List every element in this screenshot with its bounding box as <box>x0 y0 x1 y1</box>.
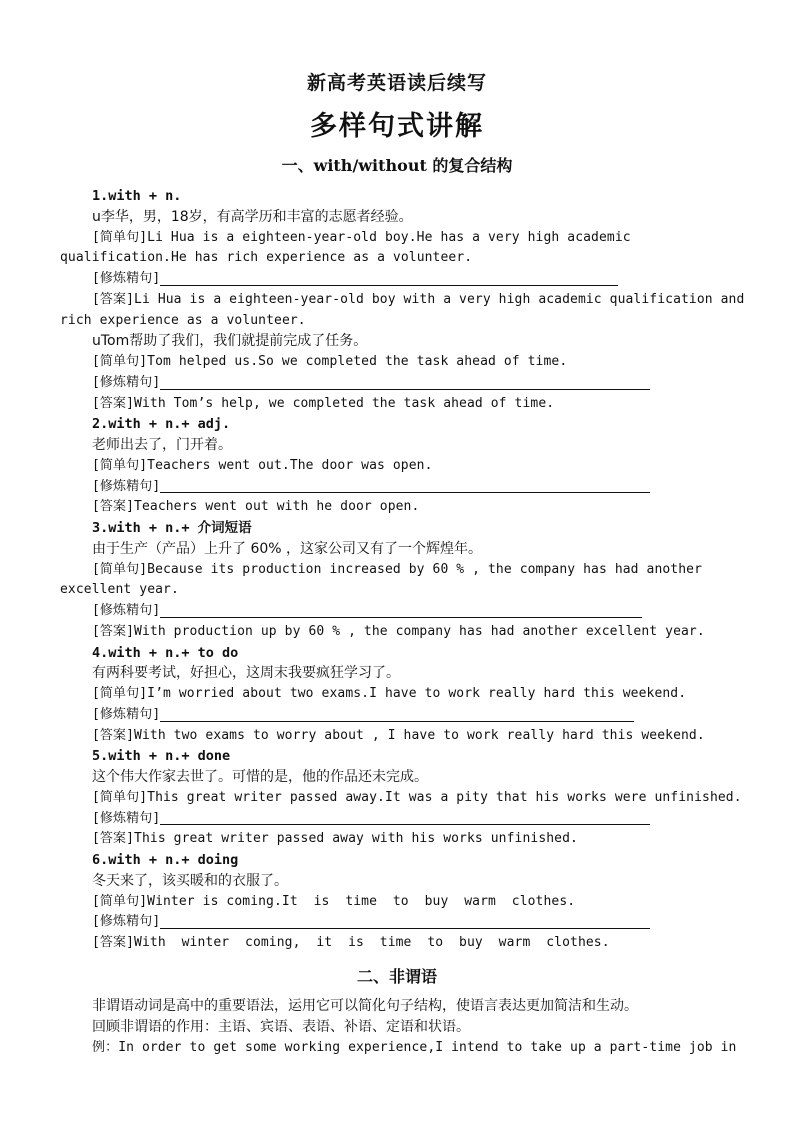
chinese-sentence: 冬天来了，该买暖和的衣服了。 <box>92 872 288 889</box>
answer-sentence: [答案]Teachers went out with he door open. <box>92 499 420 515</box>
refine-label: [修炼精句] <box>92 271 161 286</box>
refine-line <box>60 477 736 498</box>
section2-example: 例：In order to get some working experience,I intend to take up a part-time job in <box>92 1039 737 1055</box>
answer-blank[interactable] <box>160 375 650 390</box>
simple-sentence: [简单句]Winter is coming.It is time to buy warm clothes. <box>92 893 576 909</box>
section1-body <box>60 186 745 954</box>
answer-blank[interactable] <box>160 271 618 286</box>
refine-line <box>60 705 736 726</box>
refine-label: [修炼精句] <box>92 706 161 722</box>
item-label: 4.with + n.+ to do <box>92 644 239 661</box>
refine-line <box>60 373 736 394</box>
simple-sentence: [简单句]Because its production increased by 60 % , the company has had another <box>92 561 703 577</box>
simple-sentence: [简单句]I’m worried about two exams.I have to work really hard this weekend. <box>92 686 687 701</box>
answer-sentence: [答案]With Tom’s help, we completed the task ahead of time. <box>92 395 555 411</box>
item-label: 3.with + n.+ 介词短语 <box>92 520 252 536</box>
chinese-sentence: 有两科要考试，好担心，这周末我要疯狂学习了。 <box>92 665 400 682</box>
chinese-sentence: 由于生产（产品）上升了 60% ，这家公司又有了一个辉煌年。 <box>92 540 483 557</box>
section2-body <box>60 996 750 1058</box>
item-label: 2.with + n.+ adj. <box>92 416 231 433</box>
answer-blank[interactable] <box>160 707 634 722</box>
refine-label: [修炼精句] <box>92 810 161 826</box>
answer-sentence: [答案]With two exams to worry about , I have to work really hard this weekend. <box>92 727 705 743</box>
section2-heading: 二、非谓语 <box>356 967 437 986</box>
answer-blank[interactable] <box>160 810 650 825</box>
answer-sentence: [答案]With winter coming, it is time to buy warm clothes. <box>92 935 610 950</box>
answer-blank[interactable] <box>160 603 642 618</box>
answer-sentence: [答案]Li Hua is a eighteen-year-old boy with a very high academic qualification and <box>92 291 745 307</box>
refine-line <box>60 912 736 933</box>
chinese-sentence: uTom帮助了我们，我们就提前完成了任务。 <box>92 333 368 350</box>
chinese-sentence: 这个伟大作家去世了。可惜的是，他的作品还未完成。 <box>92 769 428 785</box>
refine-label: [修炼精句] <box>92 374 161 390</box>
simple-sentence-cont: qualification.He has rich experience as a volunteer. <box>60 250 473 266</box>
answer-sentence: [答案]With production up by 60 % , the company has had another excellent year. <box>92 623 705 639</box>
item-label: 1.with + n. <box>92 188 182 204</box>
item-label: 5.with + n.+ done <box>92 748 231 765</box>
item-label: 6.with + n.+ doing <box>92 852 239 868</box>
section1-heading: 一、with/without 的复合结构 <box>281 156 513 175</box>
answer-blank[interactable] <box>160 914 650 929</box>
refine-line <box>60 809 736 830</box>
series-title: 新高考英语读后续写 <box>306 72 487 94</box>
refine-label: [修炼精句] <box>92 603 161 618</box>
refine-line <box>60 601 736 622</box>
refine-line <box>60 269 736 290</box>
simple-sentence: [简单句]Tom helped us.So we completed the task ahead of time. <box>92 354 568 369</box>
chinese-sentence: 老师出去了，门开着。 <box>92 437 232 453</box>
simple-sentence-cont: excellent year. <box>60 582 179 598</box>
chinese-sentence: u李华，男，18岁，有高学历和丰富的志愿者经验。 <box>92 208 413 225</box>
simple-sentence: [简单句]Li Hua is a eighteen-year-old boy.He has a very high academic <box>92 229 631 245</box>
refine-label: [修炼精句] <box>92 914 161 930</box>
section2-paragraph: 回顾非谓语的作用：主语、宾语、表语、补语、定语和状语。 <box>92 1018 470 1035</box>
answer-blank[interactable] <box>160 478 650 493</box>
simple-sentence: [简单句]Teachers went out.The door was open. <box>92 457 433 473</box>
section2-paragraph: 非谓语动词是高中的重要语法，运用它可以简化句子结构，使语言表达更加简洁和生动。 <box>92 998 638 1014</box>
refine-label: [修炼精句] <box>92 478 161 494</box>
main-title: 多样句式讲解 <box>310 111 484 142</box>
answer-sentence: [答案]This great writer passed away with his works unfinished. <box>92 831 578 847</box>
simple-sentence: [简单句]This great writer passed away.It was a pity that his works were unfinished. <box>92 789 742 805</box>
answer-sentence-cont: rich experience as a volunteer. <box>60 312 306 328</box>
